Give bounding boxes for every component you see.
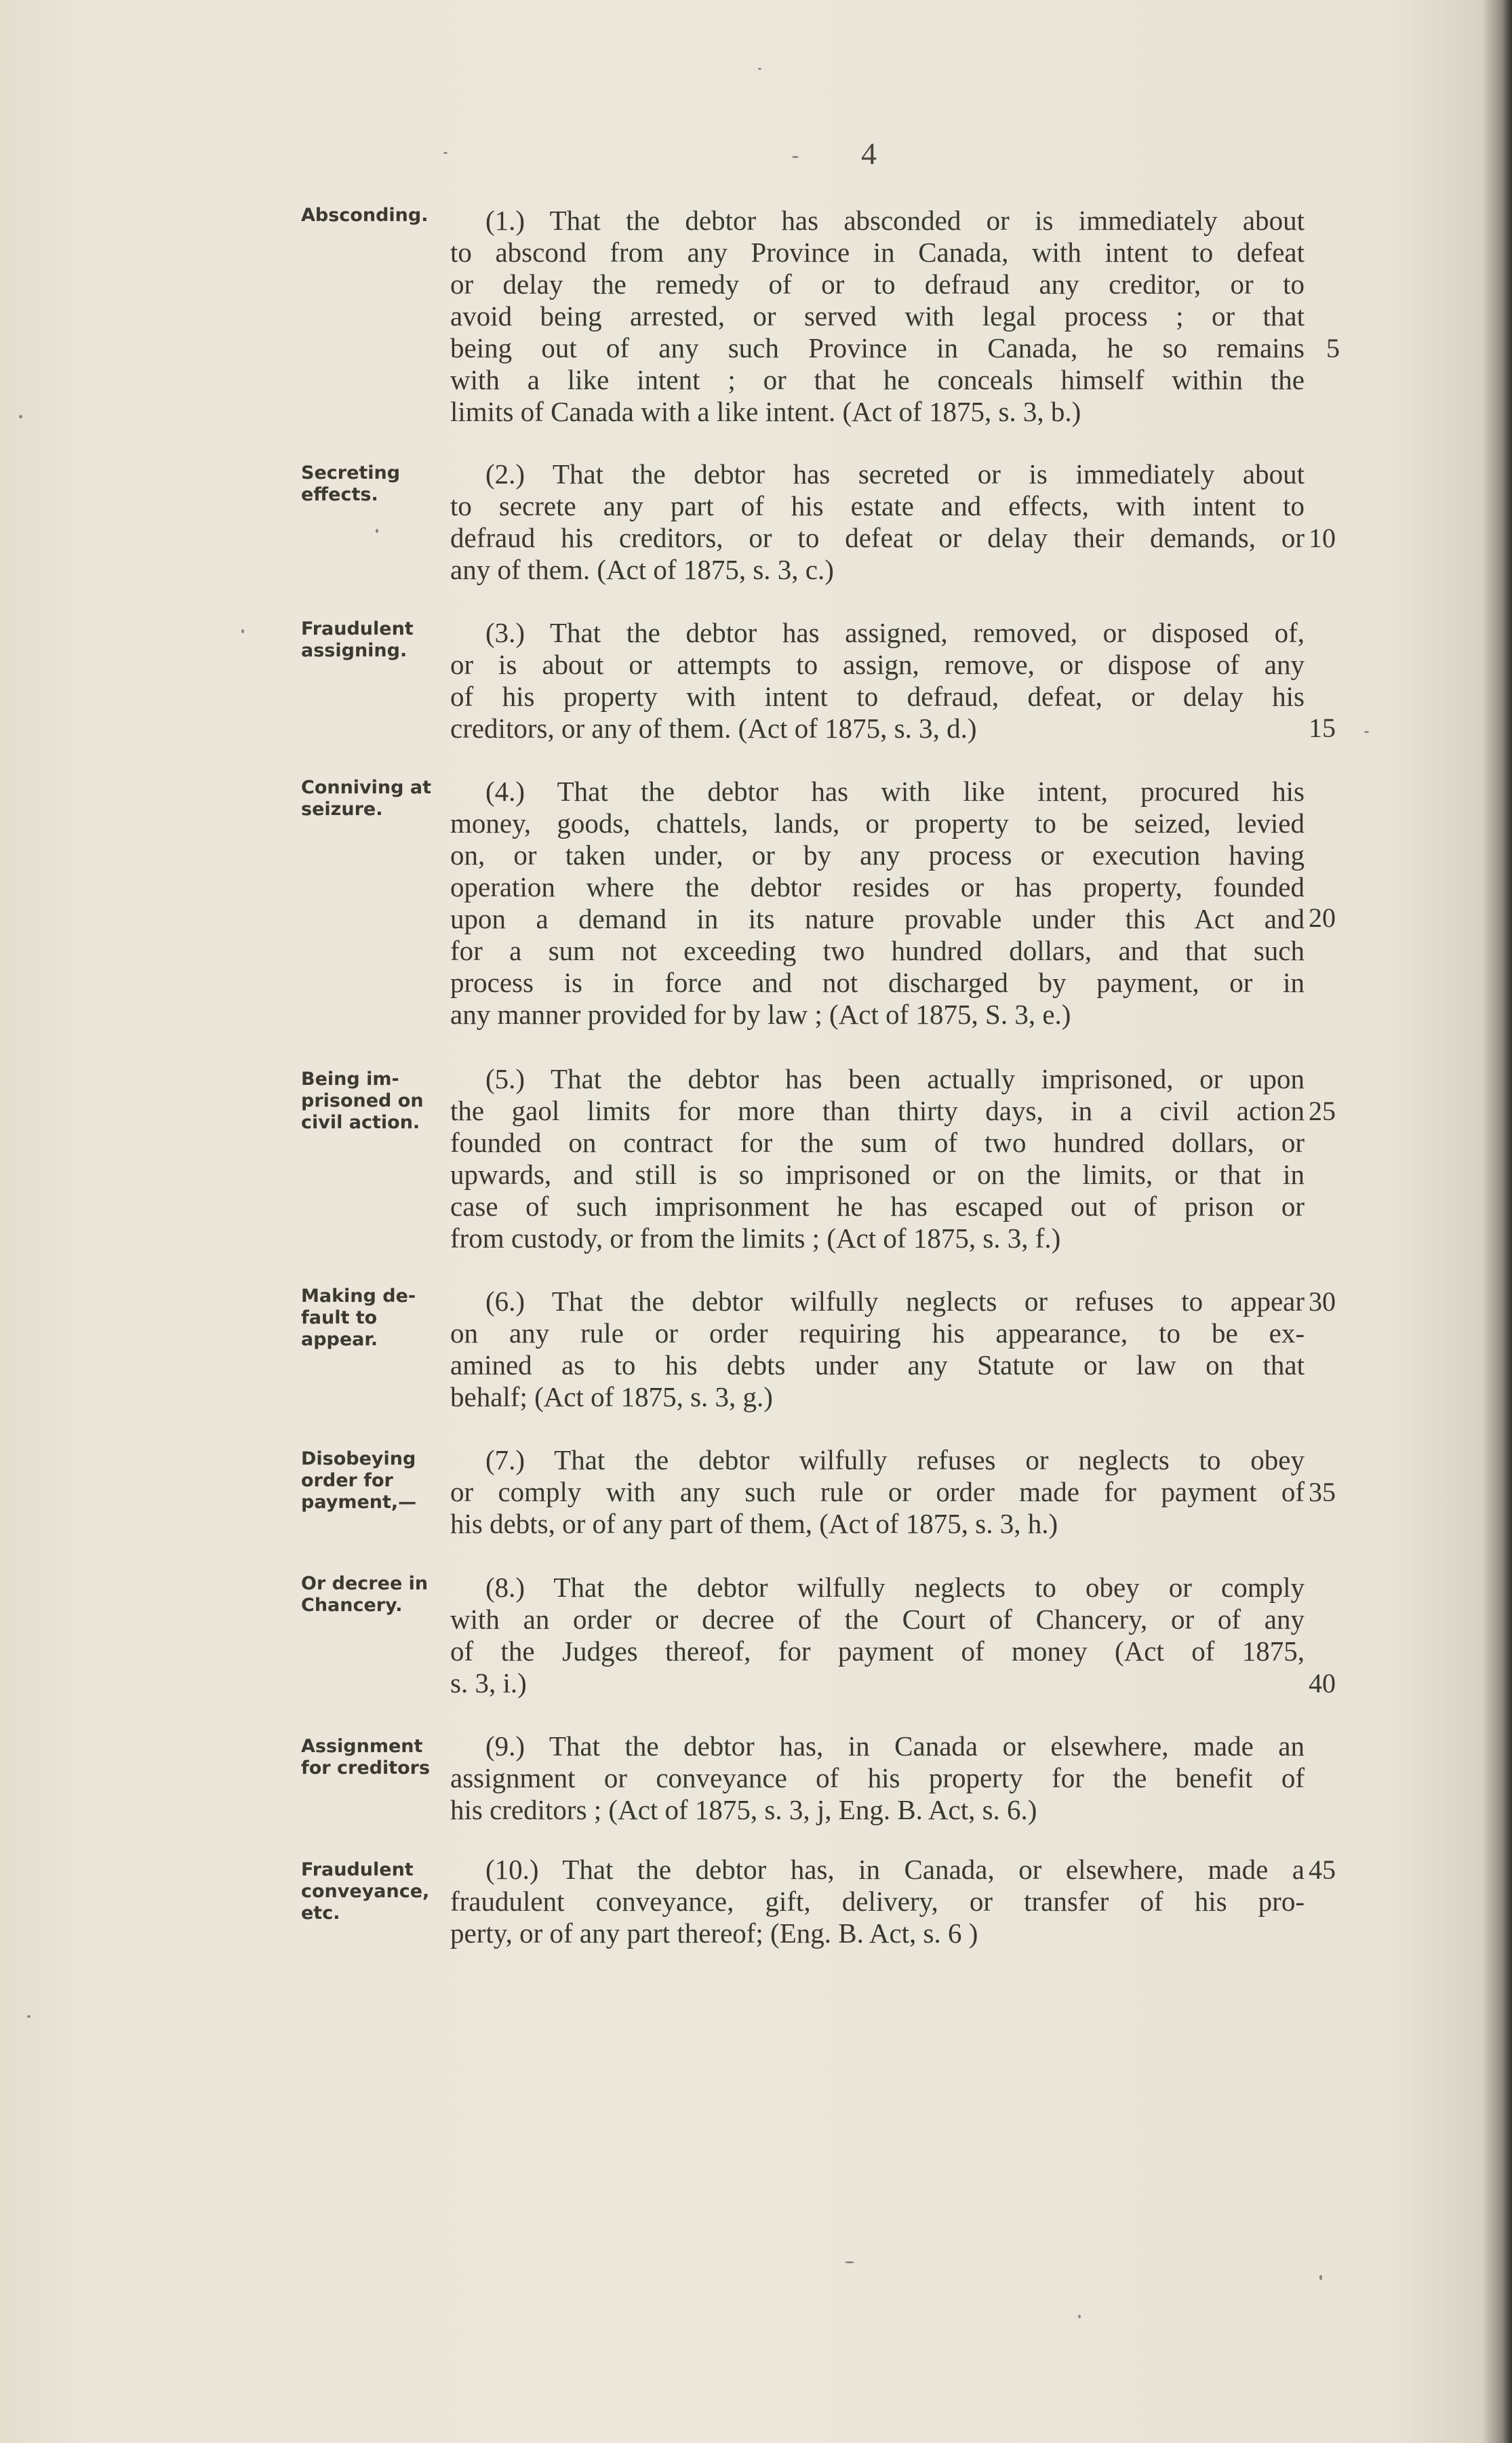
margin-note-line: Absconding. [301, 205, 429, 226]
clause-line: money, goods, chattels, lands, or property to be seized, levied [450, 808, 1305, 839]
clause-9 [450, 1730, 1305, 1826]
clause-line: avoid being arrested, or served with legal process ; or that [450, 300, 1305, 332]
margin-note-decree-in-chancery [301, 1573, 457, 1616]
clause-line: from custody, or from the limits ; (Act of 1875, s. 3, f.) [450, 1223, 1061, 1254]
margin-note-fraudulent-conveyance [301, 1859, 457, 1924]
clause-line: defraud his creditors, or to defeat or delay their demands, or [450, 522, 1305, 553]
margin-note-conniving-at-seizure [301, 777, 457, 820]
margin-note-disobeying-order [301, 1448, 457, 1513]
line-number: 40 [1309, 1668, 1336, 1699]
clause-line: (7.) That the debtor wilfully refuses or neglects to obey [485, 1444, 1305, 1475]
clause-line: his debts, or of any part of them, (Act of 1875, s. 3, h.) [450, 1508, 1058, 1539]
clause-2 [450, 458, 1305, 586]
clause-7 [450, 1444, 1305, 1540]
margin-note-line: civil action. [301, 1112, 420, 1133]
clause-line: perty, or of any part thereof; (Eng. B. Act, s. 6 ) [450, 1918, 978, 1949]
line-number: 20 [1309, 902, 1336, 933]
clause-8 [450, 1572, 1305, 1699]
clause-line: limits of Canada with a like intent. (Act of 1875, s. 3, b.) [450, 396, 1081, 427]
margin-note-line: payment,— [301, 1492, 417, 1513]
clause-line: the gaol limits for more than thirty days, in a civil action [450, 1095, 1305, 1126]
clause-line: with a like intent ; or that he conceals himself within the [450, 364, 1305, 395]
margin-note-line: for creditors [301, 1757, 431, 1779]
paper-speck [443, 152, 447, 154]
clause-line: his creditors ; (Act of 1875, s. 3, j, Eng. B. Act, s. 6.) [450, 1794, 1037, 1825]
clause-line: of his property with intent to defraud, defeat, or delay his [450, 681, 1305, 712]
clause-line: assignment or conveyance of his property for the benefit of [450, 1762, 1305, 1793]
line-number: 10 [1309, 523, 1336, 553]
paper-speck [1364, 731, 1369, 733]
clause-line: being out of any such Province in Canada, he so remains [450, 332, 1305, 363]
page-edge-shadow [1503, 0, 1512, 2443]
margin-note-line: Making de- [301, 1286, 416, 1307]
clause-line: on any rule or order requiring his appearance, to be ex- [450, 1317, 1305, 1349]
margin-note-line: Chancery. [301, 1595, 403, 1616]
clause-line: any of them. (Act of 1875, s. 3, c.) [450, 554, 834, 585]
clause-line: (2.) That the debtor has secreted or is immediately about [485, 458, 1305, 490]
margin-note-line: Conniving at [301, 777, 431, 798]
margin-note-line: fault to [301, 1307, 378, 1328]
margin-note-line: prisoned on [301, 1090, 424, 1111]
paper-speck [792, 156, 799, 158]
clause-line: fraudulent conveyance, gift, delivery, or transfer of his pro- [450, 1886, 1305, 1917]
clause-line: with an order or decree of the Court of Chancery, or of any [450, 1604, 1305, 1635]
page-number: 4 [861, 136, 877, 171]
margin-note-line: Secreting [301, 462, 401, 483]
paper-speck [376, 529, 378, 533]
paper-speck [758, 68, 761, 70]
clause-1 [450, 205, 1305, 428]
clause-line: of the Judges thereof, for payment of money (Act of 1875, [450, 1635, 1305, 1667]
clause-line: (5.) That the debtor has been actually imprisoned, or upon [485, 1063, 1305, 1094]
clause-line: or delay the remedy of or to defraud any creditor, or to [450, 269, 1305, 300]
clause-line: (9.) That the debtor has, in Canada or elsewhere, made an [485, 1730, 1305, 1762]
clause-line: amined as to his debts under any Statute or law on that [450, 1349, 1305, 1381]
clause-line: s. 3, i.) [450, 1667, 527, 1699]
clause-3 [450, 617, 1305, 744]
clause-6 [450, 1286, 1305, 1413]
clause-line: upwards, and still is so imprisoned or on the limits, or that in [450, 1159, 1305, 1190]
paper-speck [27, 2015, 31, 2018]
clause-line: process is in force and not discharged by payment, or in [450, 967, 1305, 998]
clause-5 [450, 1063, 1305, 1254]
margin-note-line: conveyance, [301, 1881, 430, 1902]
line-number: 15 [1309, 713, 1336, 743]
clause-line: for a sum not exceeding two hundred dollars, and that such [450, 935, 1305, 966]
margin-note-line: seizure. [301, 799, 383, 820]
paper-speck [19, 415, 22, 418]
line-number: 30 [1309, 1286, 1336, 1317]
clause-line: founded on contract for the sum of two hundred dollars, or [450, 1127, 1305, 1158]
clause-line: (3.) That the debtor has assigned, removed, or disposed of, [485, 617, 1305, 648]
margin-note-line: effects. [301, 484, 378, 505]
margin-note-assignment-for-creditors [301, 1736, 457, 1779]
clause-4 [450, 776, 1305, 1031]
clause-line: (8.) That the debtor wilfully neglects to obey or comply [485, 1572, 1305, 1603]
margin-note-line: Assignment [301, 1736, 423, 1757]
paper-speck [1078, 2315, 1081, 2318]
line-number: 5 [1326, 333, 1340, 363]
clause-line: (6.) That the debtor wilfully neglects or refuses to appear [485, 1286, 1305, 1317]
line-number: 45 [1309, 1854, 1336, 1885]
clause-line: to secrete any part of his estate and effects, with intent to [450, 490, 1305, 521]
margin-note-absconding [301, 205, 457, 226]
clause-10 [450, 1854, 1305, 1949]
margin-note-fraudulent-assigning [301, 618, 457, 662]
paper-speck [845, 2261, 854, 2263]
margin-note-line: Fraudulent [301, 618, 414, 639]
margin-note-line: Being im- [301, 1069, 399, 1090]
clause-line: operation where the debtor resides or has property, founded [450, 871, 1305, 902]
margin-note-line: etc. [301, 1903, 340, 1924]
clause-line: on, or taken under, or by any process or execution having [450, 839, 1305, 871]
clause-line: (4.) That the debtor has with like intent, procured his [485, 776, 1305, 807]
margin-note-line: Or decree in [301, 1573, 429, 1594]
clause-line: upon a demand in its nature provable under this Act and [450, 903, 1305, 934]
clause-line: (1.) That the debtor has absconded or is immediately about [485, 205, 1305, 236]
margin-note-line: appear. [301, 1329, 378, 1350]
clause-line: any manner provided for by law ; (Act of 1875, S. 3, e.) [450, 999, 1071, 1030]
line-number: 25 [1309, 1096, 1336, 1126]
clause-line: case of such imprisonment he has escaped out of prison or [450, 1191, 1305, 1222]
line-number: 35 [1309, 1477, 1336, 1507]
clause-line: or is about or attempts to assign, remove, or dispose of any [450, 649, 1305, 680]
margin-note-line: Disobeying [301, 1448, 416, 1469]
margin-note-line: order for [301, 1470, 393, 1491]
margin-note-line: Fraudulent [301, 1859, 414, 1880]
margin-note-being-imprisoned [301, 1069, 457, 1134]
margin-note-secreting-effects [301, 462, 457, 506]
margin-note-making-default [301, 1286, 457, 1351]
clause-line: to abscond from any Province in Canada, with intent to defeat [450, 237, 1305, 268]
margin-note-line: assigning. [301, 640, 407, 661]
paper-speck [1319, 2275, 1322, 2280]
clause-line: or comply with any such rule or order made for payment of [450, 1476, 1305, 1507]
clause-line: creditors, or any of them. (Act of 1875, s. 3, d.) [450, 713, 977, 744]
clause-line: behalf; (Act of 1875, s. 3, g.) [450, 1381, 773, 1412]
paper-speck [241, 629, 244, 633]
clause-line: (10.) That the debtor has, in Canada, or elsewhere, made a [485, 1854, 1305, 1885]
